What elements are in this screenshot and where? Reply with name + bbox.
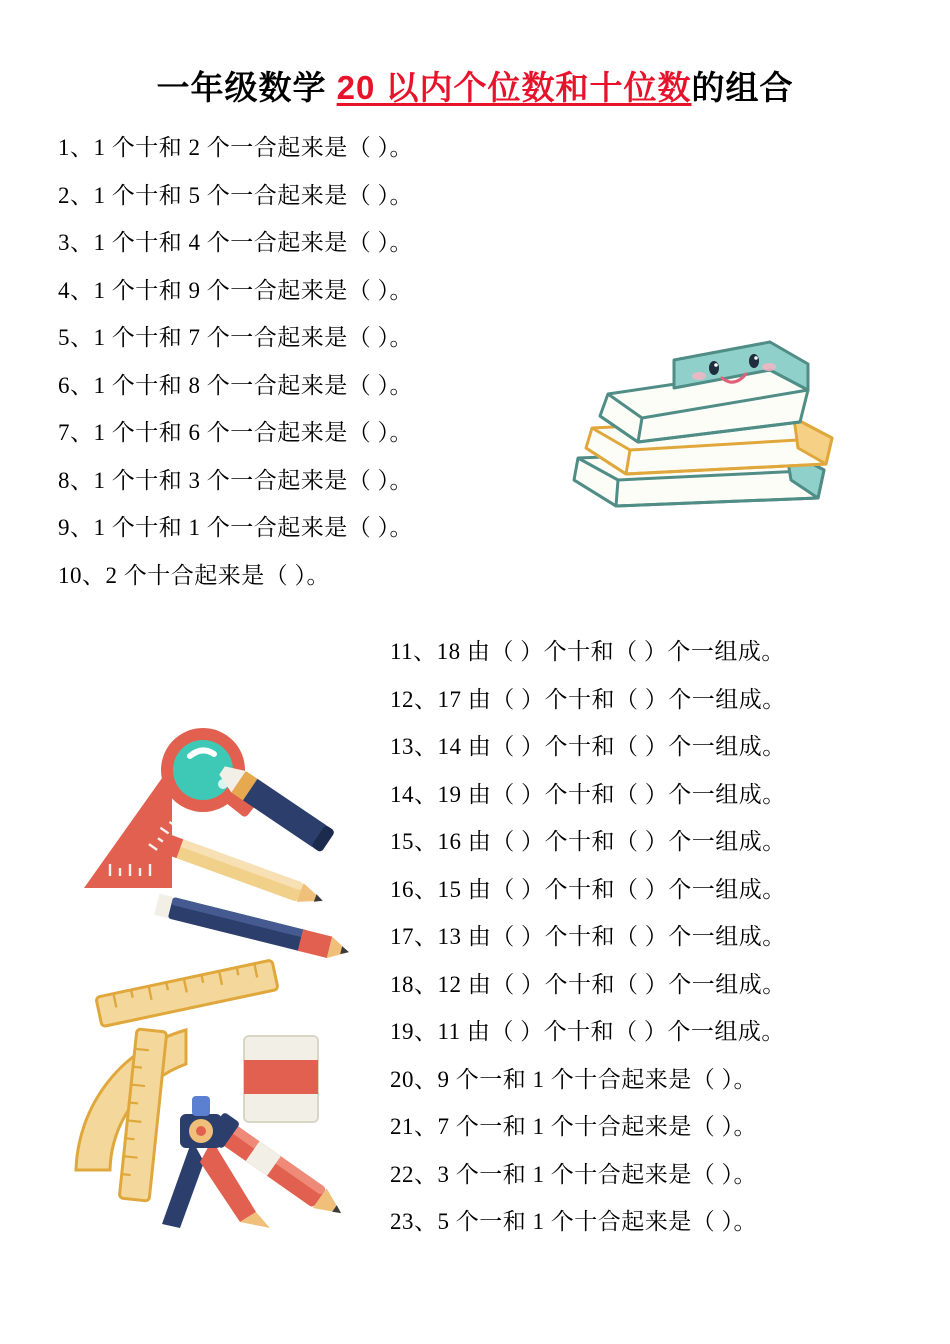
question-item: 10、2 个十合起来是（ ）。	[58, 562, 330, 588]
title-suffix: 的组合	[691, 69, 794, 106]
question-item: 4、1 个十和 9 个一合起来是（ ）。	[58, 277, 413, 303]
title-prefix: 一年级数学	[156, 69, 337, 106]
question-item: 8、1 个十和 3 个一合起来是（ ）。	[58, 467, 413, 493]
page-title	[48, 0, 902, 109]
stationery-tools-icon	[40, 700, 380, 1230]
question-item: 9、1 个十和 1 个一合起来是（ ）。	[58, 515, 413, 540]
question-item: 6、1 个十和 8 个一合起来是（ ）。	[58, 372, 413, 398]
question-item: 17、13 由（ ）个十和（ ）个一组成。	[390, 924, 786, 949]
question-item: 21、7 个一和 1 个十合起来是（ ）。	[390, 1114, 757, 1139]
question-item: 16、15 由（ ）个十和（ ）个一组成。	[390, 876, 786, 902]
question-item: 11、18 由（ ）个十和（ ）个一组成。	[390, 639, 785, 664]
question-item: 3、1 个十和 4 个一合起来是（ ）。	[58, 230, 413, 255]
questions-top-list	[58, 136, 578, 611]
questions-bottom-list	[390, 640, 920, 1258]
question-item: 13、14 由（ ）个十和（ ）个一组成。	[390, 734, 786, 759]
question-item: 19、11 由（ ）个十和（ ）个一组成。	[390, 1019, 785, 1044]
question-item: 5、1 个十和 7 个一合起来是（ ）。	[58, 325, 413, 350]
question-item: 20、9 个一和 1 个十合起来是（ ）。	[390, 1066, 757, 1092]
question-item: 18、12 由（ ）个十和（ ）个一组成。	[390, 971, 786, 997]
question-item: 22、3 个一和 1 个十合起来是（ ）。	[390, 1161, 757, 1187]
question-item: 1、1 个十和 2 个一合起来是（ ）。	[58, 135, 413, 160]
stacked-books-icon	[556, 330, 856, 530]
question-item: 2、1 个十和 5 个一合起来是（ ）。	[58, 182, 413, 208]
question-item: 12、17 由（ ）个十和（ ）个一组成。	[390, 686, 786, 712]
question-item: 14、19 由（ ）个十和（ ）个一组成。	[390, 781, 786, 807]
question-item: 15、16 由（ ）个十和（ ）个一组成。	[390, 829, 786, 854]
question-item: 23、5 个一和 1 个十合起来是（ ）。	[390, 1209, 757, 1234]
title-accent: 20 以内个位数和十位数	[336, 69, 692, 106]
question-item: 7、1 个十和 6 个一合起来是（ ）。	[58, 420, 413, 445]
